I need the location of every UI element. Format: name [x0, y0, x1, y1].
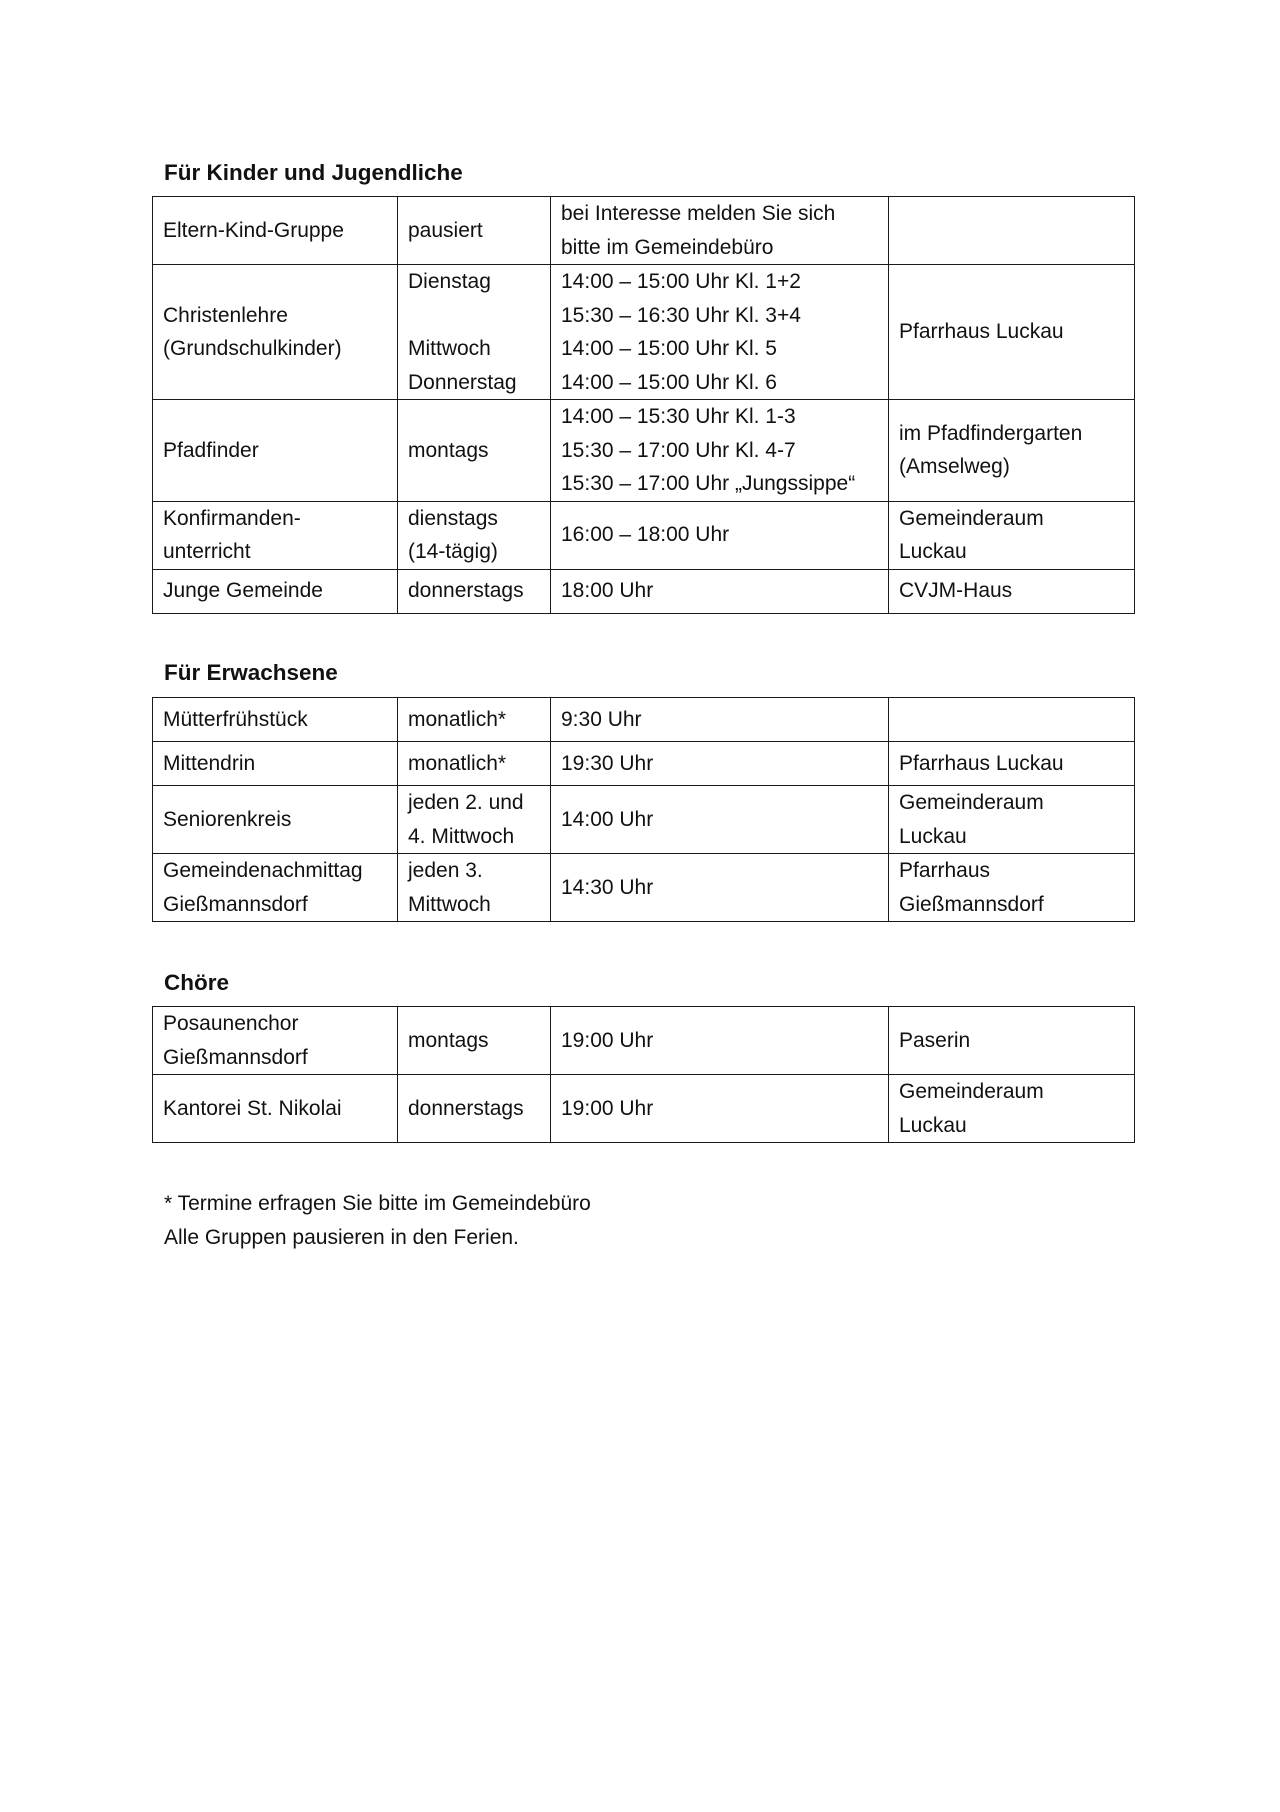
- cell-line: CVJM-Haus: [899, 579, 1013, 603]
- cell-time: [551, 742, 889, 786]
- cell-group: [153, 854, 398, 922]
- cell-line: 19:30 Uhr: [561, 751, 654, 775]
- cell-day: [398, 742, 551, 786]
- cell-time: [551, 569, 889, 613]
- cell-line: Gemeinderaum: [899, 791, 1044, 814]
- section-heading-erwachsene: Für Erwachsene: [164, 660, 338, 685]
- cell-line: Donnerstag: [408, 370, 517, 394]
- table-erwachsene: [152, 697, 1135, 922]
- cell-line: Gemeindenachmittag: [163, 859, 363, 882]
- cell-line: im Pfadfindergarten: [899, 421, 1083, 445]
- cell-line: Kantorei St. Nikolai: [163, 1096, 342, 1120]
- cell-line: 19:00 Uhr: [561, 1028, 654, 1052]
- cell-line: 15:30 – 17:00 Uhr Kl. 4-7: [561, 438, 796, 462]
- cell-place: [889, 1075, 1135, 1143]
- cell-line: Pfarrhaus Luckau: [899, 320, 1064, 344]
- cell-line: [408, 299, 540, 333]
- cell-place: [889, 265, 1135, 400]
- cell-group: [153, 786, 398, 854]
- cell-line: monatlich*: [408, 707, 507, 731]
- table-row: [153, 742, 1135, 786]
- cell-line: montags: [408, 1028, 489, 1052]
- cell-day: [398, 197, 551, 265]
- cell-line: 16:00 – 18:00 Uhr: [561, 523, 730, 547]
- cell-day: [398, 569, 551, 613]
- cell-time: [551, 501, 889, 569]
- cell-line: Dienstag: [408, 270, 491, 293]
- table-choere: [152, 1006, 1135, 1143]
- cell-line: Luckau: [899, 540, 967, 563]
- cell-line: monatlich*: [408, 751, 507, 775]
- table-row: [153, 1075, 1135, 1143]
- cell-line: jeden 2. und: [408, 791, 524, 814]
- table-row: [153, 400, 1135, 502]
- cell-line: Gießmannsdorf: [899, 892, 1044, 916]
- cell-line: Mittwoch: [408, 892, 491, 916]
- cell-time: [551, 1075, 889, 1143]
- cell-line: (Amselweg): [899, 455, 1010, 479]
- footnotes: [164, 1187, 591, 1255]
- cell-day: [398, 501, 551, 569]
- cell-day: [398, 1075, 551, 1143]
- cell-line: 15:30 – 17:00 Uhr „Jungssippe“: [561, 472, 856, 495]
- cell-time: [551, 698, 889, 742]
- cell-line: unterricht: [163, 540, 251, 563]
- cell-line: Gießmannsdorf: [163, 1045, 308, 1069]
- cell-line: Gemeinderaum: [899, 1080, 1044, 1103]
- cell-group: [153, 1007, 398, 1075]
- cell-line: bei Interesse melden Sie sich: [561, 202, 836, 225]
- table-row: [153, 854, 1135, 922]
- cell-line: Mittendrin: [163, 751, 256, 775]
- cell-line: Mütterfrühstück: [163, 707, 308, 731]
- cell-line: dienstags: [408, 506, 498, 530]
- cell-line: Christenlehre: [163, 303, 288, 327]
- cell-line: Gießmannsdorf: [163, 892, 308, 916]
- table-row: [153, 786, 1135, 854]
- cell-line: Mittwoch: [408, 337, 491, 360]
- cell-place: [889, 742, 1135, 786]
- cell-time: [551, 786, 889, 854]
- cell-line: Eltern-Kind-Gruppe: [163, 218, 344, 242]
- table-row: [153, 1007, 1135, 1075]
- cell-line: Gemeinderaum: [899, 506, 1044, 530]
- cell-line: donnerstags: [408, 1096, 524, 1120]
- cell-line: montags: [408, 438, 489, 462]
- cell-line: Luckau: [899, 824, 967, 848]
- cell-group: [153, 265, 398, 400]
- cell-line: 19:00 Uhr: [561, 1096, 654, 1120]
- cell-group: [153, 569, 398, 613]
- cell-line: Pfadfinder: [163, 438, 259, 462]
- cell-line: 14:00 – 15:00 Uhr Kl. 5: [561, 337, 777, 360]
- cell-time: [551, 197, 889, 265]
- footnote-termine: * Termine erfragen Sie bitte im Gemeindebüro: [164, 1192, 591, 1215]
- cell-line: 14:00 – 15:30 Uhr Kl. 1-3: [561, 405, 796, 428]
- section-heading-kinder: Für Kinder und Jugendliche: [164, 160, 463, 185]
- cell-place: [889, 854, 1135, 922]
- cell-line: 14:30 Uhr: [561, 875, 654, 899]
- cell-line: Posaunenchor: [163, 1012, 299, 1035]
- cell-line: Seniorenkreis: [163, 807, 292, 831]
- cell-line: 18:00 Uhr: [561, 579, 654, 603]
- cell-line: [899, 703, 1124, 737]
- table-kinder: [152, 196, 1135, 614]
- cell-place: [889, 1007, 1135, 1075]
- cell-time: [551, 854, 889, 922]
- cell-group: [153, 1075, 398, 1143]
- cell-place: [889, 501, 1135, 569]
- cell-line: Luckau: [899, 1113, 967, 1137]
- cell-line: 9:30 Uhr: [561, 707, 642, 731]
- table-row: [153, 569, 1135, 613]
- cell-day: [398, 400, 551, 502]
- cell-line: pausiert: [408, 218, 483, 242]
- cell-time: [551, 1007, 889, 1075]
- cell-line: Pfarrhaus: [899, 859, 991, 882]
- cell-day: [398, 698, 551, 742]
- cell-place: [889, 569, 1135, 613]
- cell-place: [889, 197, 1135, 265]
- cell-line: (14-tägig): [408, 540, 498, 563]
- cell-line: (Grundschulkinder): [163, 337, 342, 360]
- cell-group: [153, 197, 398, 265]
- cell-place: [889, 400, 1135, 502]
- cell-line: jeden 3.: [408, 859, 483, 882]
- cell-line: [899, 214, 1124, 248]
- table-row: [153, 197, 1135, 265]
- cell-time: [551, 400, 889, 502]
- cell-day: [398, 265, 551, 400]
- cell-day: [398, 786, 551, 854]
- cell-line: Paserin: [899, 1028, 971, 1052]
- cell-line: 14:00 Uhr: [561, 807, 654, 831]
- cell-line: Konfirmanden-: [163, 506, 301, 530]
- cell-line: 15:30 – 16:30 Uhr Kl. 3+4: [561, 303, 801, 327]
- cell-group: [153, 698, 398, 742]
- cell-group: [153, 400, 398, 502]
- cell-place: [889, 786, 1135, 854]
- cell-line: Junge Gemeinde: [163, 579, 323, 603]
- cell-line: donnerstags: [408, 579, 524, 603]
- cell-group: [153, 742, 398, 786]
- cell-group: [153, 501, 398, 569]
- cell-place: [889, 698, 1135, 742]
- table-row: [153, 265, 1135, 400]
- footnote-ferien: Alle Gruppen pausieren in den Ferien.: [164, 1226, 519, 1249]
- cell-day: [398, 854, 551, 922]
- cell-time: [551, 265, 889, 400]
- cell-line: Pfarrhaus Luckau: [899, 751, 1064, 775]
- cell-line: 4. Mittwoch: [408, 824, 515, 848]
- section-heading-choere: Chöre: [164, 970, 230, 995]
- cell-line: bitte im Gemeindebüro: [561, 235, 774, 259]
- cell-day: [398, 1007, 551, 1075]
- cell-line: 14:00 – 15:00 Uhr Kl. 1+2: [561, 270, 801, 293]
- table-row: [153, 501, 1135, 569]
- cell-line: 14:00 – 15:00 Uhr Kl. 6: [561, 370, 777, 394]
- table-row: [153, 698, 1135, 742]
